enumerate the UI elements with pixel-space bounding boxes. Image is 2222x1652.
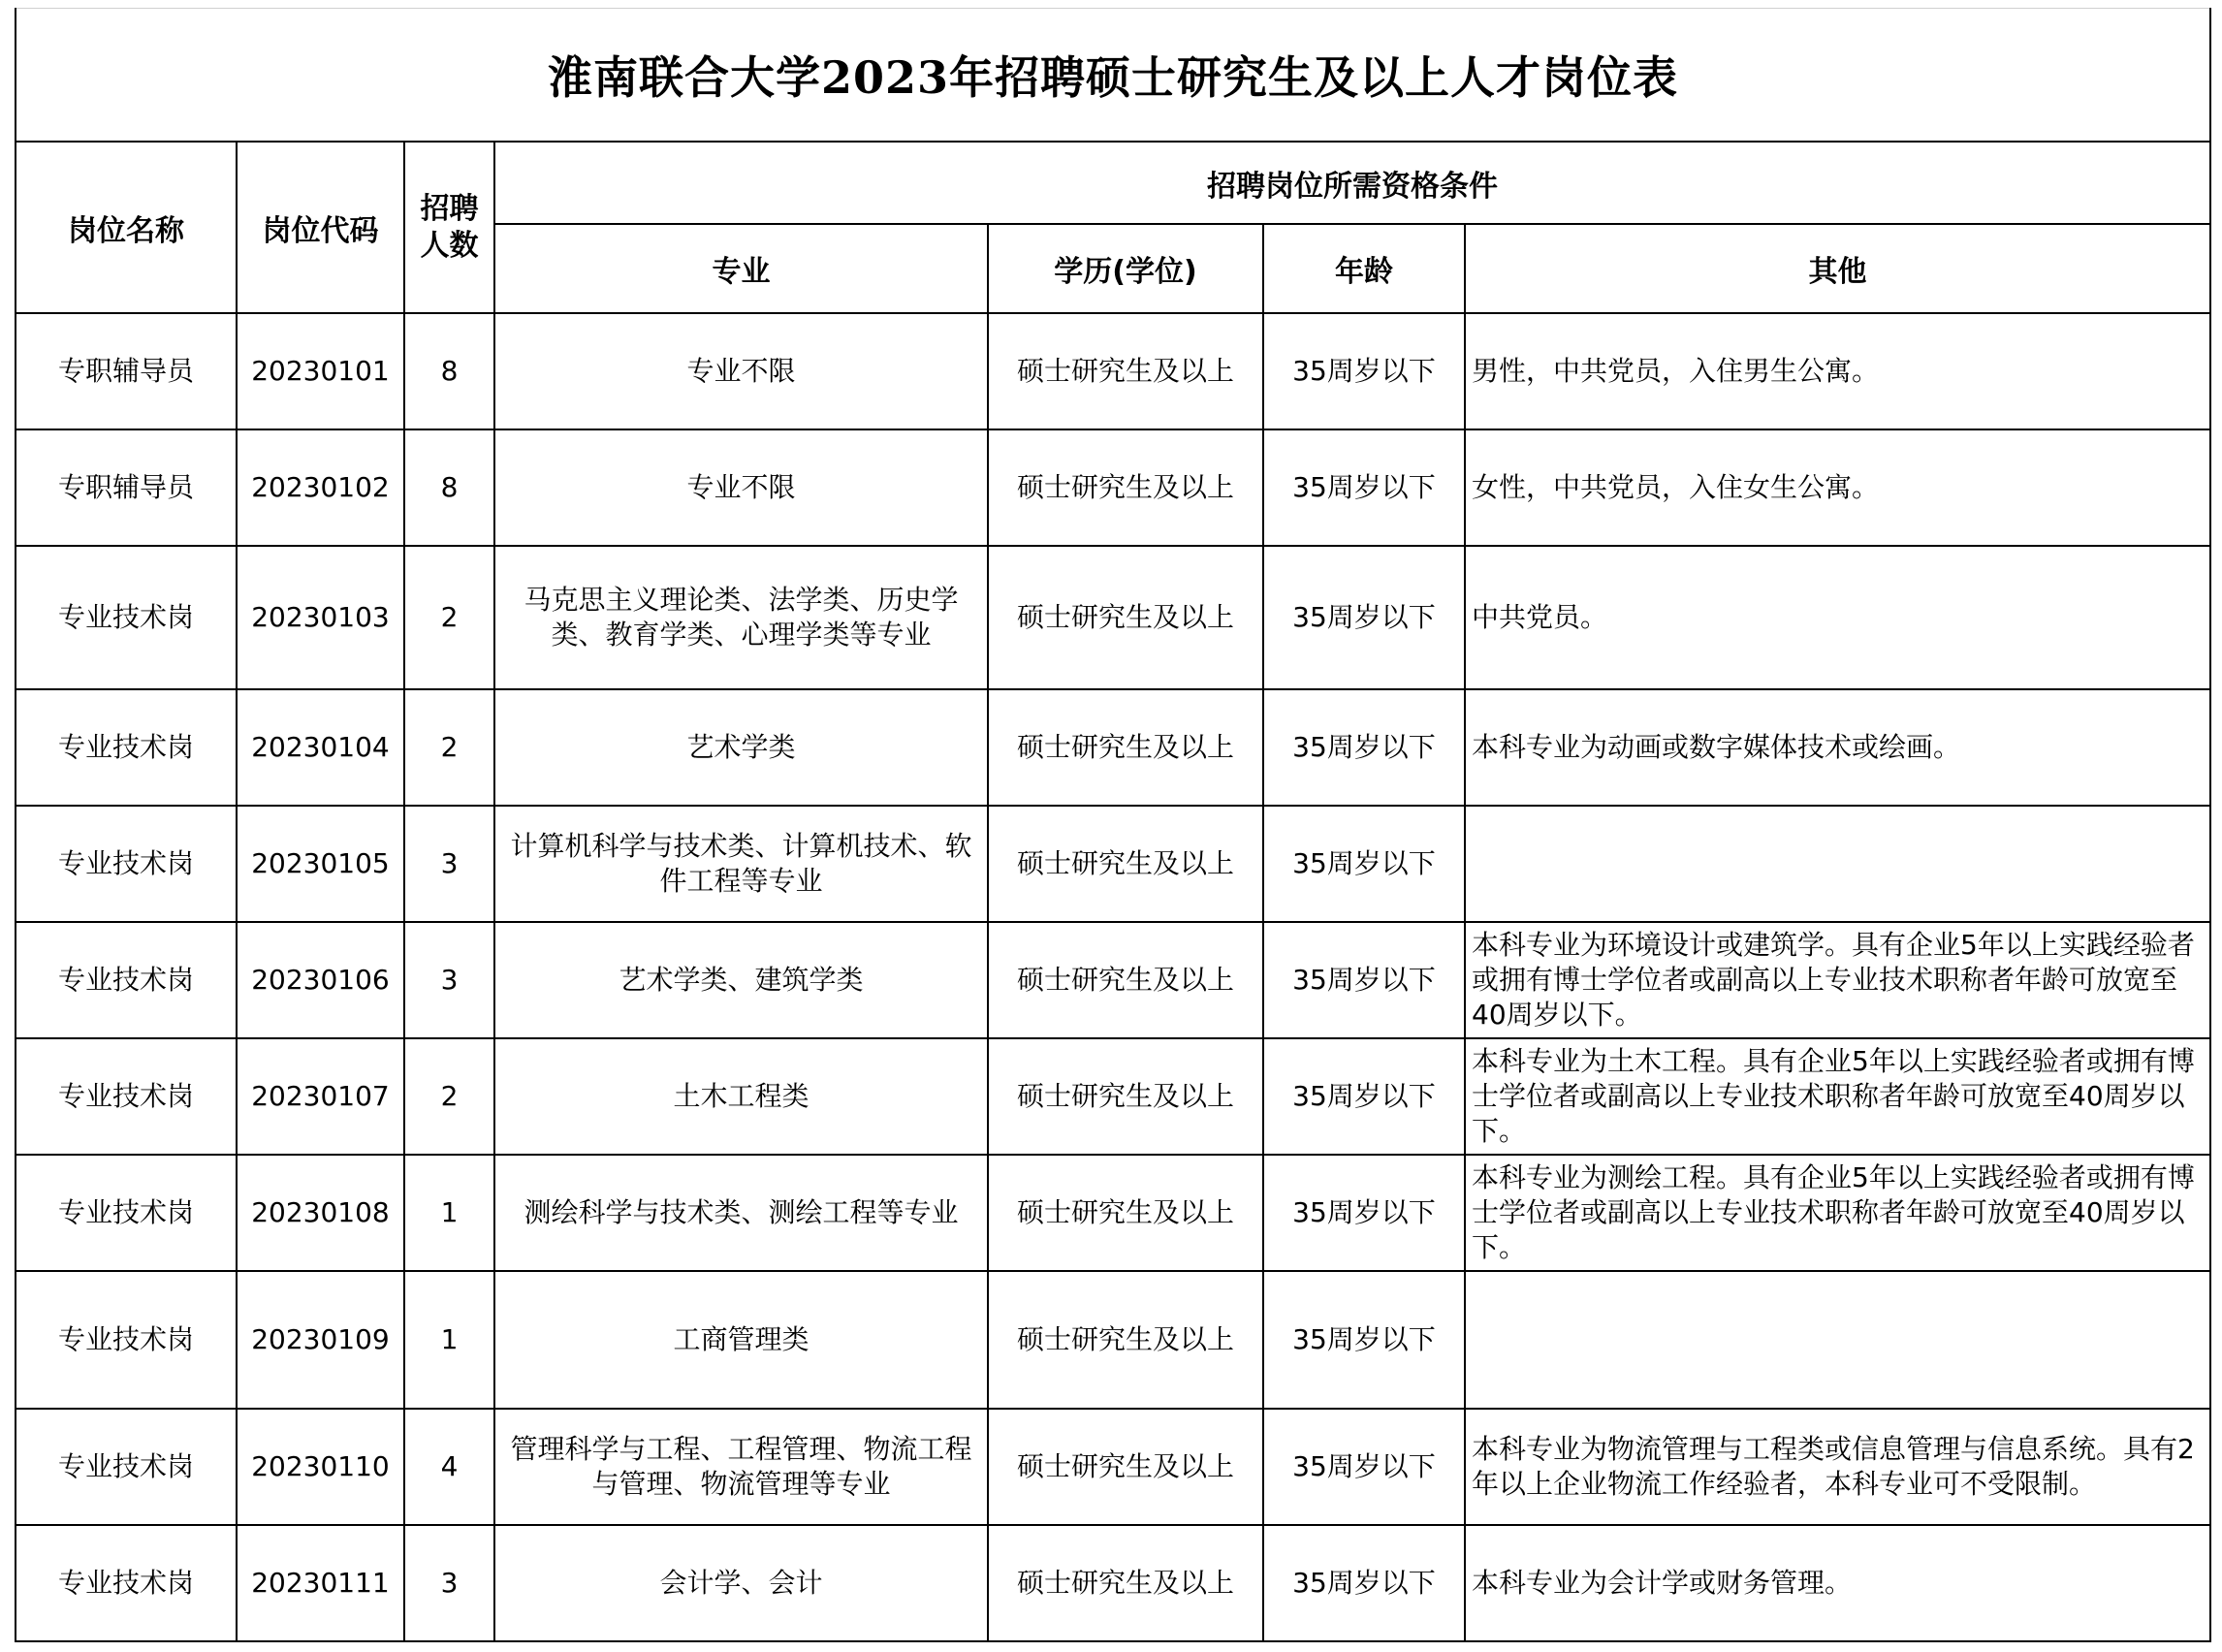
header-headcount-line2: 人数 xyxy=(420,228,479,263)
header-position-name: 岗位名称 xyxy=(16,143,237,313)
cell-age: 35周岁以下 xyxy=(1263,1038,1465,1155)
table-row xyxy=(16,1155,2209,1271)
cell-headcount: 2 xyxy=(404,689,494,806)
cell-headcount: 4 xyxy=(404,1409,494,1525)
cell-other: 男性，中共党员，入住男生公寓。 xyxy=(1465,313,2209,429)
cell-major: 艺术学类、建筑学类 xyxy=(494,922,988,1038)
cell-age: 35周岁以下 xyxy=(1263,1525,1465,1641)
cell-other: 本科专业为测绘工程。具有企业5年以上实践经验者或拥有博士学位者或副高以上专业技术职称者年龄可放宽至40周岁以下。 xyxy=(1465,1155,2209,1271)
table-row xyxy=(16,1038,2209,1155)
table-row xyxy=(16,313,2209,429)
cell-other: 本科专业为物流管理与工程类或信息管理与信息系统。具有2年以上企业物流工作经验者，本科专业可不受限制。 xyxy=(1465,1409,2209,1525)
cell-major: 艺术学类 xyxy=(494,689,988,806)
cell-major: 工商管理类 xyxy=(494,1271,988,1409)
cell-position-code: 20230109 xyxy=(237,1271,404,1409)
header-age: 年龄 xyxy=(1263,224,1465,313)
cell-position-code: 20230106 xyxy=(237,922,404,1038)
cell-headcount: 3 xyxy=(404,1525,494,1641)
cell-age: 35周岁以下 xyxy=(1263,1271,1465,1409)
cell-headcount: 8 xyxy=(404,313,494,429)
cell-position-name: 专业技术岗 xyxy=(16,806,237,922)
cell-education: 硕士研究生及以上 xyxy=(988,1038,1263,1155)
cell-other: 本科专业为土木工程。具有企业5年以上实践经验者或拥有博士学位者或副高以上专业技术职称者年龄可放宽至40周岁以下。 xyxy=(1465,1038,2209,1155)
cell-education: 硕士研究生及以上 xyxy=(988,922,1263,1038)
cell-age: 35周岁以下 xyxy=(1263,546,1465,689)
cell-education: 硕士研究生及以上 xyxy=(988,1271,1263,1409)
cell-other xyxy=(1465,1271,2209,1409)
cell-position-name: 专业技术岗 xyxy=(16,1038,237,1155)
cell-age: 35周岁以下 xyxy=(1263,806,1465,922)
cell-position-name: 专业技术岗 xyxy=(16,546,237,689)
table-row xyxy=(16,1525,2209,1641)
cell-position-code: 20230102 xyxy=(237,429,404,546)
cell-major: 计算机科学与技术类、计算机技术、软件工程等专业 xyxy=(494,806,988,922)
cell-education: 硕士研究生及以上 xyxy=(988,689,1263,806)
positions-table xyxy=(16,143,2209,1642)
table-row xyxy=(16,922,2209,1038)
header-major: 专业 xyxy=(494,224,988,313)
header-education: 学历(学位) xyxy=(988,224,1263,313)
cell-other xyxy=(1465,806,2209,922)
cell-position-code: 20230111 xyxy=(237,1525,404,1641)
cell-age: 35周岁以下 xyxy=(1263,429,1465,546)
cell-age: 35周岁以下 xyxy=(1263,922,1465,1038)
table-row xyxy=(16,806,2209,922)
cell-position-name: 专业技术岗 xyxy=(16,1409,237,1525)
table-row xyxy=(16,429,2209,546)
cell-major: 测绘科学与技术类、测绘工程等专业 xyxy=(494,1155,988,1271)
cell-education: 硕士研究生及以上 xyxy=(988,1155,1263,1271)
header-headcount xyxy=(404,143,494,313)
cell-headcount: 1 xyxy=(404,1155,494,1271)
cell-headcount: 2 xyxy=(404,1038,494,1155)
page-title: 淮南联合大学2023年招聘硕士研究生及以上人才岗位表 xyxy=(16,8,2209,143)
cell-major: 马克思主义理论类、法学类、历史学类、教育学类、心理学类等专业 xyxy=(494,546,988,689)
cell-position-name: 专业技术岗 xyxy=(16,1155,237,1271)
cell-education: 硕士研究生及以上 xyxy=(988,546,1263,689)
cell-education: 硕士研究生及以上 xyxy=(988,806,1263,922)
cell-major: 管理科学与工程、工程管理、物流工程与管理、物流管理等专业 xyxy=(494,1409,988,1525)
cell-headcount: 8 xyxy=(404,429,494,546)
header-qualifications: 招聘岗位所需资格条件 xyxy=(494,143,2209,224)
cell-headcount: 1 xyxy=(404,1271,494,1409)
cell-education: 硕士研究生及以上 xyxy=(988,429,1263,546)
cell-major: 土木工程类 xyxy=(494,1038,988,1155)
position-table-sheet xyxy=(15,8,2211,1642)
cell-position-name: 专业技术岗 xyxy=(16,1271,237,1409)
cell-major: 会计学、会计 xyxy=(494,1525,988,1641)
cell-education: 硕士研究生及以上 xyxy=(988,1525,1263,1641)
table-row xyxy=(16,546,2209,689)
cell-age: 35周岁以下 xyxy=(1263,1155,1465,1271)
header-other: 其他 xyxy=(1465,224,2209,313)
cell-position-name: 专业技术岗 xyxy=(16,1525,237,1641)
cell-other: 本科专业为会计学或财务管理。 xyxy=(1465,1525,2209,1641)
cell-major: 专业不限 xyxy=(494,313,988,429)
header-position-code: 岗位代码 xyxy=(237,143,404,313)
cell-position-name: 专职辅导员 xyxy=(16,313,237,429)
cell-other: 女性，中共党员，入住女生公寓。 xyxy=(1465,429,2209,546)
table-row xyxy=(16,1409,2209,1525)
table-row xyxy=(16,1271,2209,1409)
cell-headcount: 3 xyxy=(404,806,494,922)
cell-headcount: 2 xyxy=(404,546,494,689)
cell-position-code: 20230108 xyxy=(237,1155,404,1271)
cell-position-code: 20230103 xyxy=(237,546,404,689)
cell-headcount: 3 xyxy=(404,922,494,1038)
cell-education: 硕士研究生及以上 xyxy=(988,1409,1263,1525)
cell-position-name: 专业技术岗 xyxy=(16,689,237,806)
cell-position-code: 20230105 xyxy=(237,806,404,922)
table-row xyxy=(16,689,2209,806)
cell-position-name: 专职辅导员 xyxy=(16,429,237,546)
cell-position-code: 20230101 xyxy=(237,313,404,429)
cell-education: 硕士研究生及以上 xyxy=(988,313,1263,429)
header-row-1 xyxy=(16,143,2209,224)
cell-other: 本科专业为环境设计或建筑学。具有企业5年以上实践经验者或拥有博士学位者或副高以上专业技术职称者年龄可放宽至40周岁以下。 xyxy=(1465,922,2209,1038)
cell-major: 专业不限 xyxy=(494,429,988,546)
header-headcount-line1: 招聘 xyxy=(420,191,479,226)
cell-other: 本科专业为动画或数字媒体技术或绘画。 xyxy=(1465,689,2209,806)
cell-other: 中共党员。 xyxy=(1465,546,2209,689)
cell-age: 35周岁以下 xyxy=(1263,689,1465,806)
cell-age: 35周岁以下 xyxy=(1263,313,1465,429)
cell-position-name: 专业技术岗 xyxy=(16,922,237,1038)
cell-position-code: 20230107 xyxy=(237,1038,404,1155)
cell-position-code: 20230110 xyxy=(237,1409,404,1525)
cell-position-code: 20230104 xyxy=(237,689,404,806)
cell-age: 35周岁以下 xyxy=(1263,1409,1465,1525)
